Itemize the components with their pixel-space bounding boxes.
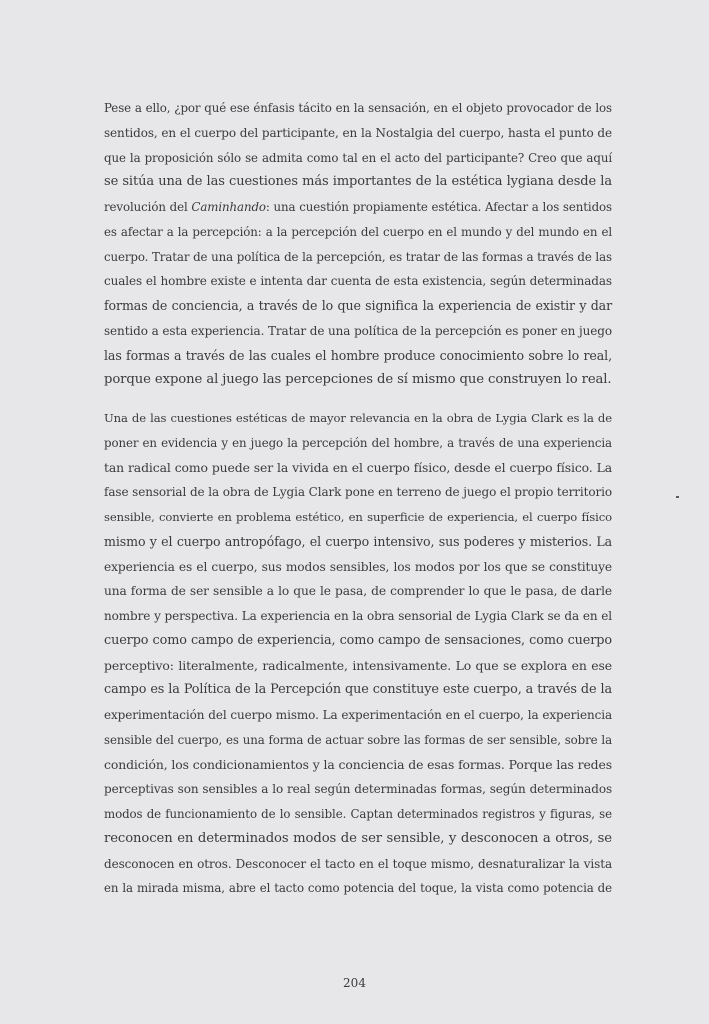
text-line: modos de funcionamiento de lo sensible. Captan determinados registros y figuras, se bbox=[104, 807, 612, 821]
text-line: mismo y el cuerpo antropófago, el cuerpo intensivo, sus poderes y misterios. La bbox=[104, 533, 612, 549]
text-line: perceptivo: literalmente, radicalmente, intensivamente. Lo que se explora en ese bbox=[104, 657, 612, 673]
text-line: formas de conciencia, a través de lo que significa la experiencia de existir y dar bbox=[104, 298, 612, 313]
text-line: sentido a esta experiencia. Tratar de una política de la percepción es poner en juego bbox=[104, 323, 612, 338]
text-line: Pese a ello, ¿por qué ese énfasis tácito en la sensación, en el objeto provocador de los bbox=[104, 101, 612, 115]
text-line: una forma de ser sensible a lo que le pasa, de comprender lo que le pasa, de darle bbox=[104, 584, 612, 599]
paragraph-1 bbox=[104, 96, 612, 393]
text-line: en la mirada misma, abre el tacto como potencia del toque, la vista como potencia de bbox=[104, 881, 612, 896]
page-number: 204 bbox=[343, 976, 366, 990]
text-line: tan radical como puede ser la vivida en el cuerpo físico, desde el cuerpo físico. La bbox=[104, 459, 612, 475]
text-line: condición, los condicionamientos y la conciencia de esas formas. Porque las redes bbox=[104, 756, 612, 772]
text-line: experimentación del cuerpo mismo. La experimentación en el cuerpo, la experiencia bbox=[104, 708, 612, 722]
text-line: sentidos, en el cuerpo del participante, en la Nostalgia del cuerpo, hasta el punto de bbox=[104, 125, 612, 140]
text-run: revolución del bbox=[104, 200, 192, 214]
text-line: poner en evidencia y en juego la percepción del hombre, a través de una experiencia bbox=[104, 435, 612, 450]
text-line: cuerpo como campo de experiencia, como campo de sensaciones, como cuerpo bbox=[104, 632, 612, 648]
text-line: sensible del cuerpo, es una forma de actuar sobre las formas de ser sensible, sobre la bbox=[104, 732, 612, 747]
work-title-caminhando: Caminhando bbox=[191, 200, 266, 214]
text-line bbox=[104, 195, 612, 220]
text-line: es afectar a la percepción: a la percepción del cuerpo en el mundo y del mundo en el bbox=[104, 224, 612, 239]
text-line: reconocen en determinados modos de ser sensible, y desconocen a otros, se bbox=[104, 830, 612, 846]
text-line: Una de las cuestiones estéticas de mayor relevancia en la obra de Lygia Clark es la de bbox=[104, 411, 612, 425]
text-line: experiencia es el cuerpo, sus modos sensibles, los modos por los que se constituye bbox=[104, 559, 612, 574]
text-line: campo es la Política de la Percepción que constituye este cuerpo, a través de la bbox=[104, 682, 612, 698]
text-line: que la proposición sólo se admita como tal en el acto del participante? Creo que aquí bbox=[104, 150, 612, 165]
text-line: porque expone al juego las percepciones de sí mismo que construyen lo real. bbox=[104, 372, 612, 388]
text-line: cuerpo. Tratar de una política de la percepción, es tratar de las formas a través de las bbox=[104, 249, 612, 264]
paragraph-2 bbox=[104, 406, 612, 901]
text-line: sensible, convierte en problema estético, en superficie de experiencia, el cuerpo físico bbox=[104, 510, 612, 524]
text-line: nombre y perspectiva. La experiencia en la obra sensorial de Lygia Clark se da en el bbox=[104, 609, 612, 623]
text-line: desconocen en otros. Desconocer el tacto en el toque mismo, desnaturalizar la vista bbox=[104, 856, 612, 871]
text-line: fase sensorial de la obra de Lygia Clark pone en terreno de juego el propio territorio bbox=[104, 485, 612, 500]
text-line: las formas a través de las cuales el hombre produce conocimiento sobre lo real, bbox=[104, 347, 612, 363]
text-line: se sitúa una de las cuestiones más importantes de la estética lygiana desde la bbox=[104, 174, 612, 190]
margin-mark bbox=[676, 496, 679, 498]
text-line: perceptivas son sensibles a lo real según determinadas formas, según determinados bbox=[104, 782, 612, 797]
text-run: : una cuestión propiamente estética. Afectar a los sentidos bbox=[265, 200, 612, 214]
text-line: cuales el hombre existe e intenta dar cuenta de esta existencia, según determinadas bbox=[104, 274, 612, 289]
